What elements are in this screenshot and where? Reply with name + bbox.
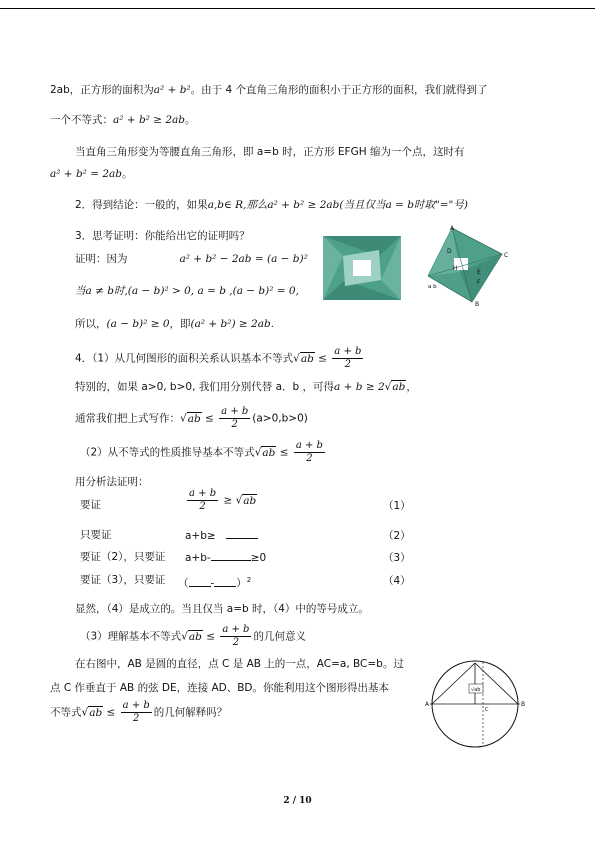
sqrt-ab: √ab <box>180 412 201 425</box>
sqrt-ab: √ab <box>81 706 103 719</box>
math-expr: a + b ≥ 2 <box>334 381 385 393</box>
paragraph-22: 不等式√ab ≤ $\frac{a + b}{2}$ 的几何解释吗？ <box>50 700 228 724</box>
paragraph-13: 用分析法证明： <box>75 476 149 488</box>
step-4-label: 要证（3），只要证 <box>80 574 166 586</box>
segment-AD <box>432 663 475 704</box>
text: - <box>210 577 215 590</box>
math-expr: a² + b² ≥ 2ab <box>113 114 186 126</box>
header-rule <box>0 8 595 9</box>
text: 证明：因为 <box>75 253 128 265</box>
text: ，即 <box>169 318 191 330</box>
text: （3）理解基本不等式 <box>80 630 182 643</box>
paragraph-6 <box>75 252 308 266</box>
step-3-expr <box>185 550 266 565</box>
text: 4．（1）从几何图形的面积关系认识基本不等式 <box>75 352 294 365</box>
text: 通常我们把上式写作： <box>75 412 180 425</box>
text: ≥0 <box>250 552 267 564</box>
math-expr: 当a ≠ b时,(a − b)² > 0, a = b ,(a − b)² = 0, <box>75 285 299 297</box>
label-C: C <box>485 707 489 713</box>
fraction: $\frac{a + b}{2}$ <box>221 406 249 430</box>
answer-blank[interactable] <box>226 528 258 539</box>
circle-chord-figure <box>425 658 525 756</box>
paragraph-11: 通常我们把上式写作：√ab ≤ $\frac{a + b}{2}$ (a>0,b>0) <box>75 406 308 430</box>
label-D: D <box>447 248 452 255</box>
label-A: A <box>450 225 455 232</box>
label-F: F <box>477 279 481 286</box>
label-E: E <box>477 269 481 276</box>
sqrt-ab: √ab <box>254 446 276 459</box>
superscript: 2 <box>246 576 252 584</box>
step-2-expr <box>185 528 258 543</box>
paragraph-20: 在右图中，AB 是圆的直径，点 C 是 AB 上的一点，AC=a, BC=b。过 <box>75 658 404 670</box>
step-3-tag: （3） <box>383 552 411 564</box>
paragraph-4 <box>75 198 468 212</box>
label-B: B <box>521 701 525 708</box>
text: 所以， <box>75 318 107 330</box>
paragraph-19: （3）理解基本不等式√ab ≤ $\frac{a + b}{2}$ 的几何意义 <box>80 624 306 648</box>
fraction: $\frac{a + b}{2}$ <box>189 488 217 512</box>
answer-blank[interactable] <box>214 576 236 587</box>
fraction: $\frac{a + b}{2}$ <box>222 624 250 648</box>
paragraph-18: 显然，（4）是成立的。当且仅当 a=b 时，（4）中的等号成立。 <box>75 603 369 615</box>
math-expr: (a − b)² ≥ 0 <box>106 318 170 330</box>
step-1-expr: $\frac{a + b}{2}$ ≥ √ab <box>189 488 257 512</box>
paragraph-12: （2）从不等式的性质推导基本不等式√ab ≤ $\frac{a + b}{2}$ <box>80 440 323 464</box>
text: ） <box>236 577 247 590</box>
step-4-expr <box>178 573 251 591</box>
text: 。由于 4 个直角三角形的面积小于正方形的面积，我们就得到了 <box>190 84 488 96</box>
sqrt-ab: √ab <box>235 494 257 507</box>
fraction: $\frac{a + b}{2}$ <box>122 700 150 724</box>
paragraph-2 <box>50 113 196 127</box>
paragraph-1 <box>50 83 488 97</box>
answer-blank[interactable] <box>211 550 251 561</box>
text: 特别的，如果 a>0, b>0, 我们用分别代替 a．b ，可得 <box>75 381 335 393</box>
step-1-label: 要证 <box>80 499 101 511</box>
fraction: $\frac{a + b}{2}$ <box>334 346 362 370</box>
math-expr: a,b∈ R,那么a² + b² ≥ 2ab(当且仅当a = b时取"="号) <box>207 199 468 211</box>
step-2-label: 只要证 <box>80 529 112 541</box>
sqrt-ab: √ab <box>293 352 314 365</box>
step-3-label: 要证（2），只要证 <box>80 551 166 563</box>
answer-blank[interactable] <box>189 576 211 587</box>
inner-square <box>353 260 371 276</box>
paragraph-7 <box>75 284 299 298</box>
paragraph-5: 3．思考证明：你能给出它的证明吗？ <box>75 230 250 242</box>
paragraph-10: 特别的，如果 a>0, b>0, 我们用分别代替 a．b ，可得a + b ≥ 2√ab， <box>75 381 417 393</box>
text: 。 <box>185 114 196 126</box>
text: (a>0,b>0) <box>252 412 308 425</box>
text: 不等式 <box>50 706 82 719</box>
text: （2）从不等式的性质推导基本不等式 <box>80 446 255 459</box>
label-B: B <box>475 301 480 306</box>
paragraph-8 <box>75 317 274 331</box>
step-4-tag: （4） <box>383 575 411 587</box>
step-1-tag: （1） <box>383 500 411 512</box>
label-H: H <box>453 265 458 272</box>
text: 。 <box>122 168 133 180</box>
math-expr: a² + b² = 2ab <box>50 168 123 180</box>
math-expr: a² + b² <box>153 84 191 96</box>
pinwheel-square-figure <box>323 236 401 300</box>
text: 的几何意义 <box>253 630 306 643</box>
text: 2ab，正方形的面积为 <box>50 84 154 96</box>
paragraph-3: 当直角三角形变为等腰直角三角形，即 a=b 时，正方形 EFGH 缩为一个点，这时有 <box>75 146 465 158</box>
sqrt-ab: √ab <box>384 381 406 393</box>
fraction: $\frac{a + b}{2}$ <box>295 440 323 464</box>
paragraph-21: 点 C 作垂直于 AB 的弦 DE，连接 AD、BD。你能利用这个图形得出基本 <box>50 682 390 694</box>
text: 的几何解释吗？ <box>153 706 228 719</box>
text: a+b≥ <box>185 530 216 542</box>
sqrt-ab: √ab <box>181 630 202 643</box>
text: （ <box>178 577 189 590</box>
tilted-square-figure <box>420 224 515 306</box>
segment-BD <box>475 663 518 704</box>
text: a+b- <box>185 552 211 564</box>
label-A: A <box>425 701 430 708</box>
paragraph-3b <box>50 167 133 181</box>
label-sqrt-ab: √ab <box>471 687 481 693</box>
text: 2．得到结论：一般的，如果 <box>75 199 208 211</box>
math-expr: (a² + b²) ≥ 2ab. <box>190 318 275 330</box>
page-number: 2 / 10 <box>283 796 312 806</box>
math-expr: a² + b² − 2ab = (a − b)² <box>179 253 308 265</box>
paragraph-9: 4．（1）从几何图形的面积关系认识基本不等式√ab ≤ $\frac{a + b}{2}$ <box>75 346 362 370</box>
label-ab: a b <box>428 284 437 290</box>
text: 一个不等式： <box>50 114 113 126</box>
label-C: C <box>504 252 509 259</box>
step-2-tag: （2） <box>383 530 411 542</box>
